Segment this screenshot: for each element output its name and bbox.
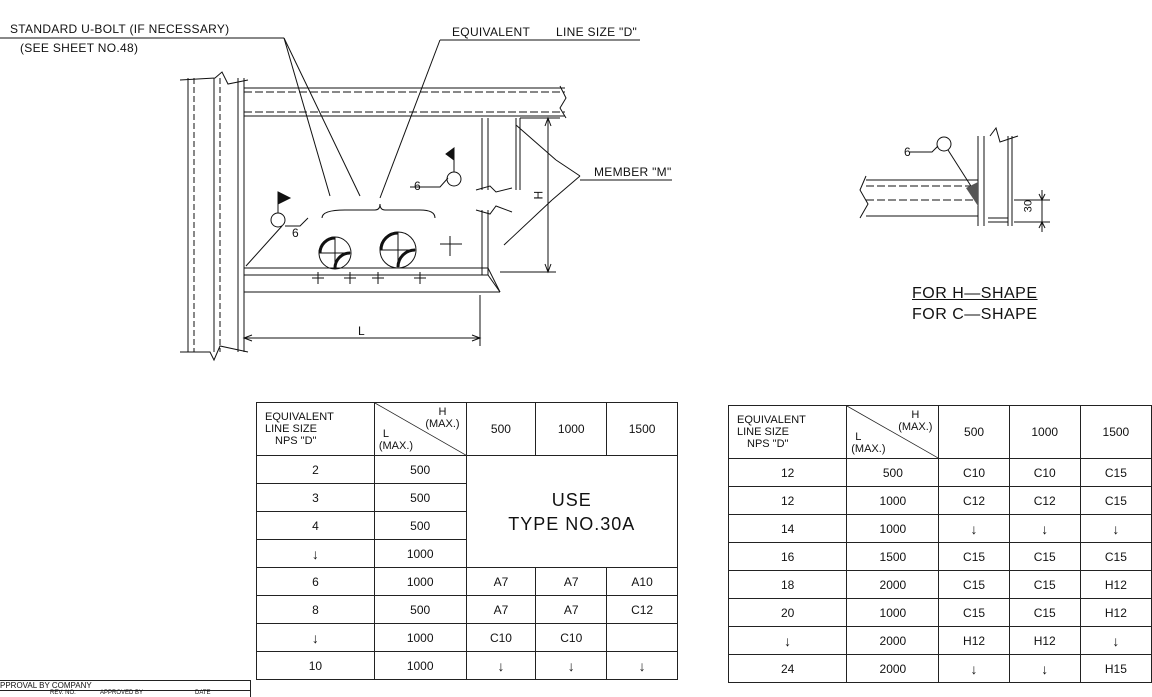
table-row: 20 1000 C15 C15 H12 — [729, 599, 1152, 627]
member-label: MEMBER "M" — [594, 165, 672, 179]
member-m — [476, 118, 520, 275]
weld-size-member: 6 — [414, 179, 421, 193]
table-row: 6 1000 A7 A7 A10 — [257, 568, 678, 596]
header-line-size: EQUIVALENT LINE SIZE NPS "D" — [257, 403, 375, 456]
table-row: 12 500 C10 C10 C15 — [729, 459, 1152, 487]
size-table-right — [728, 405, 1152, 683]
column-beam — [180, 72, 248, 360]
header-h-l-cell: H (MAX.) L (MAX.) — [847, 406, 939, 459]
table-row: 18 2000 C15 C15 H12 — [729, 571, 1152, 599]
dim-h-line — [500, 118, 560, 272]
table-row: 12 1000 C12 C12 C15 — [729, 487, 1152, 515]
header-h-l-cell: H (MAX.) L (MAX.) — [374, 403, 466, 456]
table-row: 8 500 A7 A7 C12 — [257, 596, 678, 624]
equivalent-label: EQUIVALENT — [452, 25, 531, 39]
approval-title: PPROVAL BY COMPANY — [0, 681, 92, 690]
pipe-brace — [322, 204, 435, 218]
ubolt-note: STANDARD U-BOLT (IF NECESSARY) — [10, 22, 230, 36]
bracket-arm — [244, 268, 500, 292]
table-row: 14 1000 ↓ ↓ ↓ — [729, 515, 1152, 543]
header-line-size: EQUIVALENT LINE SIZE NPS "D" — [729, 406, 847, 459]
weld-size-detail: 6 — [904, 145, 911, 159]
use-type-note: USE TYPE NO.30A — [466, 456, 677, 568]
table-row: ↓ 1000 — [257, 540, 678, 568]
approval-block — [0, 680, 251, 697]
table-row: ↓ 2000 H12 H12 ↓ — [729, 627, 1152, 655]
approval-date: DATE — [195, 690, 211, 696]
shape-detail — [860, 128, 1050, 232]
table-row: 24 2000 ↓ ↓ H15 — [729, 655, 1152, 683]
approval-approved-by: APPROVED BY — [100, 690, 144, 696]
approval-rev-no: REV. NO. — [50, 690, 76, 696]
pipe-left — [319, 237, 351, 269]
top-beam — [244, 86, 566, 118]
table-row: 16 1500 C15 C15 C15 — [729, 543, 1152, 571]
table-row: 3 500 — [257, 484, 678, 512]
line-size-label: LINE SIZE "D" — [556, 25, 638, 39]
header-h-1000: 1000 — [536, 403, 607, 456]
pipe-right — [380, 232, 416, 268]
dim-h-label: H — [531, 190, 546, 200]
header-h-500: 500 — [466, 403, 536, 456]
c-shape-title: FOR C—SHAPE — [912, 306, 1038, 323]
dim-30-label: 30 — [1022, 199, 1035, 213]
ubolt-note-sheet: (SEE SHEET NO.48) — [20, 41, 139, 55]
dim-l-line — [244, 295, 480, 346]
header-h-1500: 1500 — [607, 403, 678, 456]
header-h-500: 500 — [939, 406, 1009, 459]
table-row: 10 1000 ↓ ↓ ↓ — [257, 652, 678, 680]
table-row: ↓ 1000 C10 C10 — [257, 624, 678, 652]
weld-size-left: 6 — [292, 226, 299, 240]
dim-l-label: L — [358, 324, 365, 338]
leader-lines — [0, 38, 672, 245]
table-row: 4 500 — [257, 512, 678, 540]
header-h-1000: 1000 — [1009, 406, 1080, 459]
header-h-1500: 1500 — [1080, 406, 1151, 459]
table-row: 2 500 USE TYPE NO.30A — [257, 456, 678, 484]
size-table-left — [256, 402, 678, 680]
h-shape-title: FOR H—SHAPE — [912, 285, 1038, 302]
